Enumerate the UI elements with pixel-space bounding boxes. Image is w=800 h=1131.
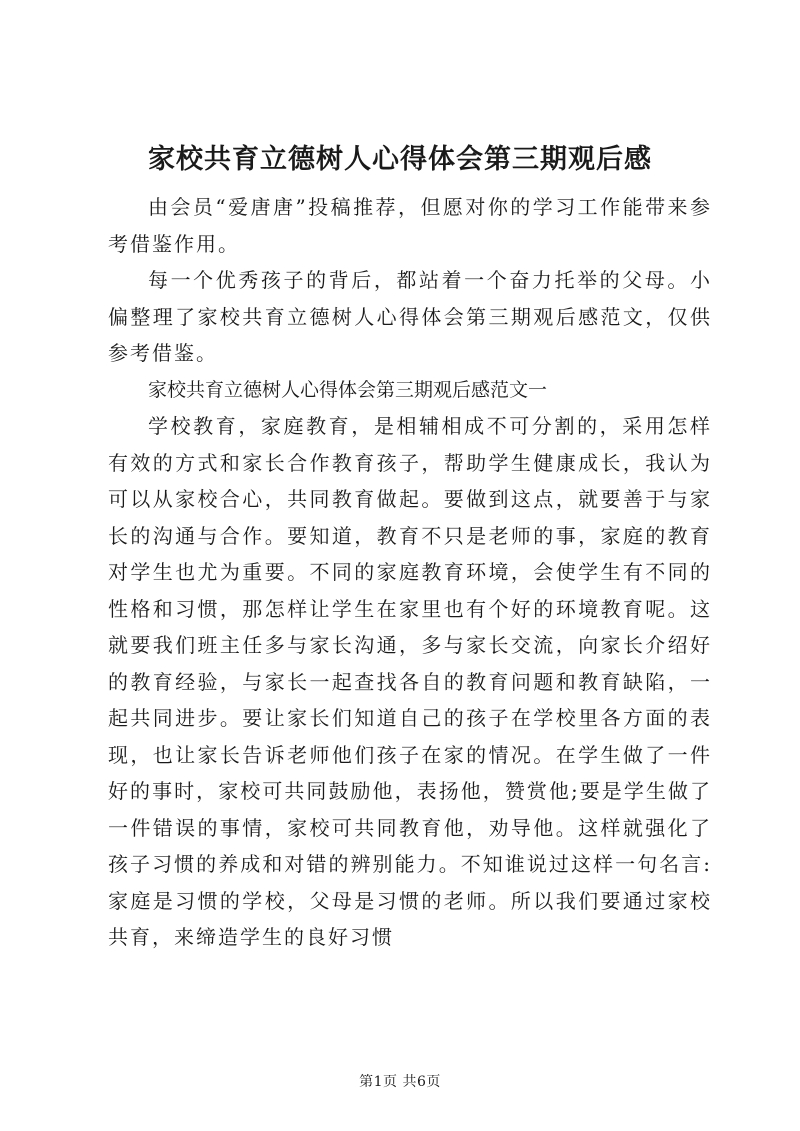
document-body — [108, 189, 712, 956]
document-title: 家校共育立德树人心得体会第三期观后感 — [148, 144, 652, 175]
summary-paragraph: 每一个优秀孩子的背后，都站着一个奋力托举的父母。小偏整理了家校共育立德树人心得体会第三期观后感范文，仅供参考借鉴。 — [108, 268, 712, 365]
intro-paragraph: 由会员“爱唐唐”投稿推荐，但愿对你的学习工作能带来参考借鉴作用。 — [108, 195, 712, 256]
page-number-footer: 第1页 共6页 — [359, 1074, 441, 1090]
essay-paragraph: 学校教育，家庭教育，是相辅相成不可分割的，采用怎样有效的方式和家长合作教育孩子，帮助学生健康成长，我认为可以从家校合心，共同教育做起。要做到这点，就要善于与家长的沟通与合作。要知道，教育不只是老师的事，家庭的教育对学生也尤为重要。不同的家庭教育环境，会使学生有不同的性格和习惯，那怎样让学生在家里也有个好的环境教育呢。这就要我们班主任多与家长沟通，多与家长交流，向家长介绍好的教育经验，与家长一起查找各自的教育问题和教育缺陷，一起共同进步。要让家长们知道自己的孩子在学校里各方面的表现，也让家长告诉老师他们孩子在家的情况。在学生做了一件好的事时，家校可共同鼓励他，表扬他，赞赏他;要是学生做了一件错误的事情，家校可共同教育他，劝导他。这样就强化了孩子习惯的养成和对错的辨别能力。不知谁说过这样一句名言:家庭是习惯的学校，父母是习惯的老师。所以我们要通过家校共育，来缔造学生的良好习惯 — [108, 414, 712, 949]
section-heading: 家校共育立德树人心得体会第三期观后感范文一 — [148, 378, 548, 401]
